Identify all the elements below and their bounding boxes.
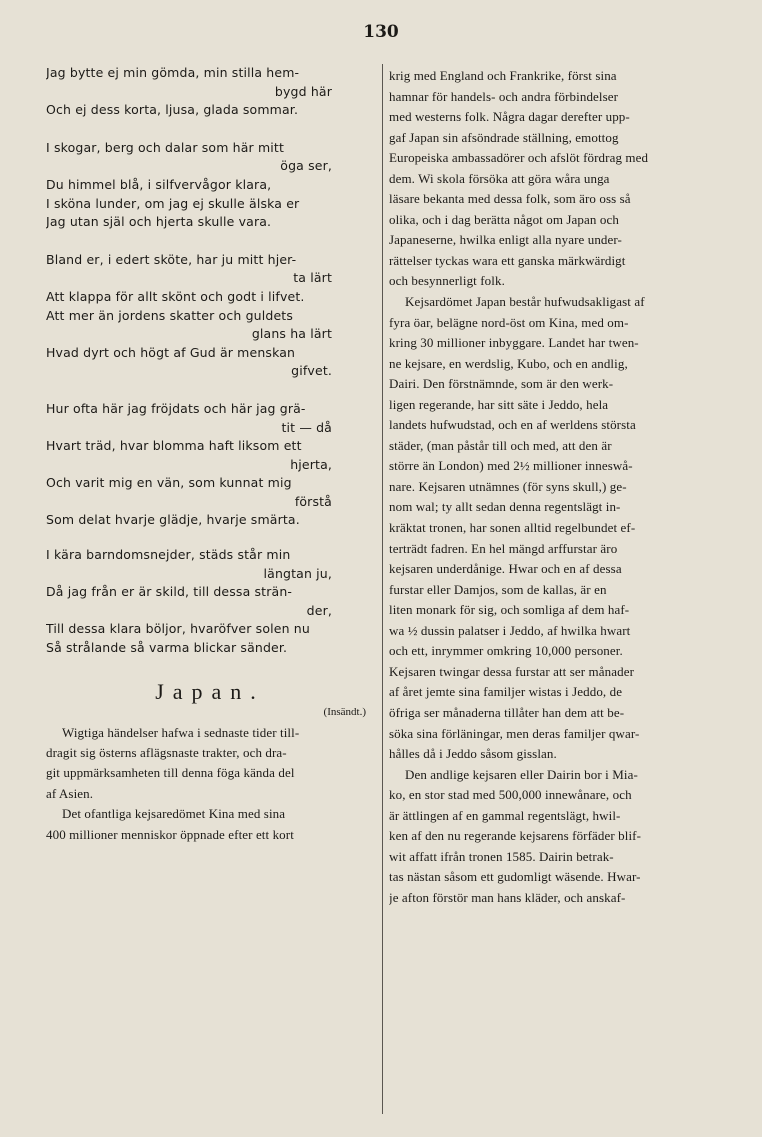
poem-stanza	[46, 251, 374, 381]
article-line: landets hufwudstad, och en af werldens största	[389, 417, 636, 433]
article-line: nom wal; ty allt sedan denna regentslägt in-	[389, 499, 621, 515]
article-line: krig med England och Frankrike, först sina	[389, 68, 617, 83]
article-line: fyra öar, belägne nord-öst om Kina, med om-	[389, 314, 629, 330]
article-line: ligen regerande, har sitt säte i Jeddo, hela	[389, 396, 609, 412]
right-column	[389, 66, 715, 908]
poem-line: tit — då	[281, 419, 332, 435]
poem-line: Hvart träd, hvar blomma haft liksom ett	[46, 438, 302, 454]
poem-line: Som delat hvarje glädje, hvarje smärta.	[46, 512, 300, 528]
poem-stanza	[46, 546, 374, 658]
poem-line: hjerta,	[290, 456, 332, 472]
article-line: 400 millioner menniskor öppnade efter ett kort	[46, 826, 294, 842]
poem-line: Jag utan själ och hjerta skulle vara.	[46, 214, 272, 230]
article-line: rättelser tyckas wara ett ganska märkwärdigt	[389, 252, 626, 268]
article-line: Europeiska ambassadörer och afslöt fördrag med	[389, 150, 649, 166]
poem-line: I skogar, berg och dalar som här mitt	[46, 139, 285, 155]
article-line: Kejsardömet Japan består hufwudsakligast af	[405, 294, 645, 310]
article-line: större än London) med 2½ millioner inneswå-	[389, 458, 633, 474]
poem-line: Jag bytte ej min gömda, min stilla hem-	[46, 65, 300, 80]
article-line: läsare bekanta med dessa folk, som äro oss så	[389, 191, 631, 207]
article-title: Japan.	[155, 678, 265, 704]
article-line: öfriga ser månaderna tillåter han dem att be-	[389, 704, 625, 720]
poem-line: Och varit mig en vän, som kunnat mig	[46, 475, 292, 491]
article-line: af året jemte sina familjer wistas i Jeddo, de	[389, 684, 623, 700]
article-line: Det ofantliga kejsaredömet Kina med sina	[62, 806, 286, 822]
poem-line: Hvad dyrt och högt af Gud är menskan	[46, 344, 296, 360]
article-body-right	[389, 66, 715, 908]
article-line: Den andlige kejsaren eller Dairin bor i Mia-	[405, 766, 638, 782]
poem-line: Och ej dess korta, ljusa, glada sommar.	[46, 102, 299, 118]
poem	[46, 64, 374, 658]
poem-line: Hur ofta här jag fröjdats och här jag grä-	[46, 400, 306, 416]
poem-line: ta lärt	[293, 270, 332, 286]
poem-line: I kära barndomsnejder, städs står min	[46, 547, 291, 563]
article-line: nare. Kejsaren utnämnes (för syns skull,) ge-	[389, 478, 627, 494]
article-line: olika, och i dag berätta något om Japan och	[389, 211, 619, 227]
article-line: kräktat tronen, har sonen alltid regelbundet ef-	[389, 520, 636, 536]
article-line: git uppmärksamheten till denna föga kända del	[46, 765, 295, 781]
article-line: kring 30 millioner inbyggare. Landet har twen-	[389, 335, 639, 351]
article-line: wa ½ dussin palatser i Jeddo, af hwilka hwart	[389, 622, 631, 638]
article-line: ken af den nu regerande kejsarens förfäder blif-	[389, 828, 642, 844]
article-line: Japaneserne, hwilka enligt alla nyare under-	[389, 232, 622, 248]
article-line: liten monark för sig, och somliga af dem haf-	[389, 602, 630, 618]
article-line: är ättlingen af en gammal regentslägt, hwil-	[389, 807, 621, 823]
poem-stanza	[46, 64, 374, 120]
poem-line: Bland er, i edert sköte, har ju mitt hjer-	[46, 251, 297, 267]
poem-line: Så strålande så varma blickar sänder.	[46, 640, 288, 656]
column-divider	[382, 64, 383, 1114]
poem-line: bygd här	[274, 83, 332, 99]
article-line: och ett, inrymmer omkring 10,000 personer.	[389, 643, 623, 659]
poem-line: der,	[306, 602, 332, 618]
article-source-note: (Insändt.)	[323, 705, 366, 718]
article-line: Dairi. Den förstnämnde, som är den werk-	[389, 376, 614, 392]
article-line: hamnar för handels- och andra förbindelser	[389, 88, 619, 104]
article-line: och besynnerligt folk.	[389, 273, 505, 289]
left-column	[46, 64, 374, 845]
article-line: furstar eller Damjos, som de kallas, är en	[389, 581, 607, 597]
poem-line: glans ha lärt	[251, 326, 332, 342]
article-line: je afton förstör man hans kläder, och anskaf-	[389, 889, 626, 905]
article-line: dragit sig österns aflägsnaste trakter, och dra-	[46, 745, 287, 761]
poem-line: Till dessa klara böljor, hvaröfver solen nu	[46, 621, 310, 637]
article-line: städer, (man påstår till och med, att den är	[389, 437, 612, 453]
article-line: gaf Japan sin afsöndrade ställning, emottog	[389, 129, 619, 145]
article-line: terträdt fadren. En hel mängd arffurstar äro	[389, 540, 618, 556]
article-line: wit affatt ifrån tronen 1585. Dairin betrak-	[389, 848, 614, 864]
poem-line: längtan ju,	[263, 565, 332, 581]
article-line: söka sina förläningar, men deras familjer qwar-	[389, 725, 640, 741]
article-line: ko, en stor stad med 500,000 innewånare, och	[389, 787, 632, 803]
page-number: 130	[363, 22, 399, 42]
poem-line: förstå	[294, 493, 332, 509]
article-line: dem. Wi skola försöka att göra wåra unga	[389, 170, 610, 186]
poem-line: Att mer än jordens skatter och guldets	[46, 307, 293, 323]
article-line: Kejsaren twingar dessa furstar att ser månader	[389, 663, 634, 679]
article-line: ne kejsare, en werdslig, Kubo, och en andlig,	[389, 355, 628, 371]
article-body-left	[46, 723, 374, 845]
poem-line: I sköna lunder, om jag ej skulle älska er	[46, 195, 300, 211]
poem-stanza	[46, 139, 374, 232]
article-line: tas nästan såsom ett gudomligt wäsende. Hwar-	[389, 869, 641, 885]
article-line: af Asien.	[46, 785, 94, 801]
poem-line: Då jag från er är skild, till dessa strän-	[46, 584, 293, 600]
poem-line: Att klappa för allt skönt och godt i lifvet.	[46, 288, 305, 304]
article-line: Wigtiga händelser hafwa i sednaste tider till-	[62, 724, 300, 740]
article-line: kejsaren underdånige. Hwar och en af dessa	[389, 561, 622, 577]
article-line: med westerns folk. Några dagar derefter upp-	[389, 109, 630, 125]
poem-line: gifvet.	[291, 363, 332, 379]
poem-line: öga ser,	[280, 158, 332, 174]
poem-line: Du himmel blå, i silfvervågor klara,	[46, 176, 272, 192]
article-line: hålles då i Jeddo såsom gisslan.	[389, 746, 557, 762]
poem-stanza	[46, 400, 374, 530]
